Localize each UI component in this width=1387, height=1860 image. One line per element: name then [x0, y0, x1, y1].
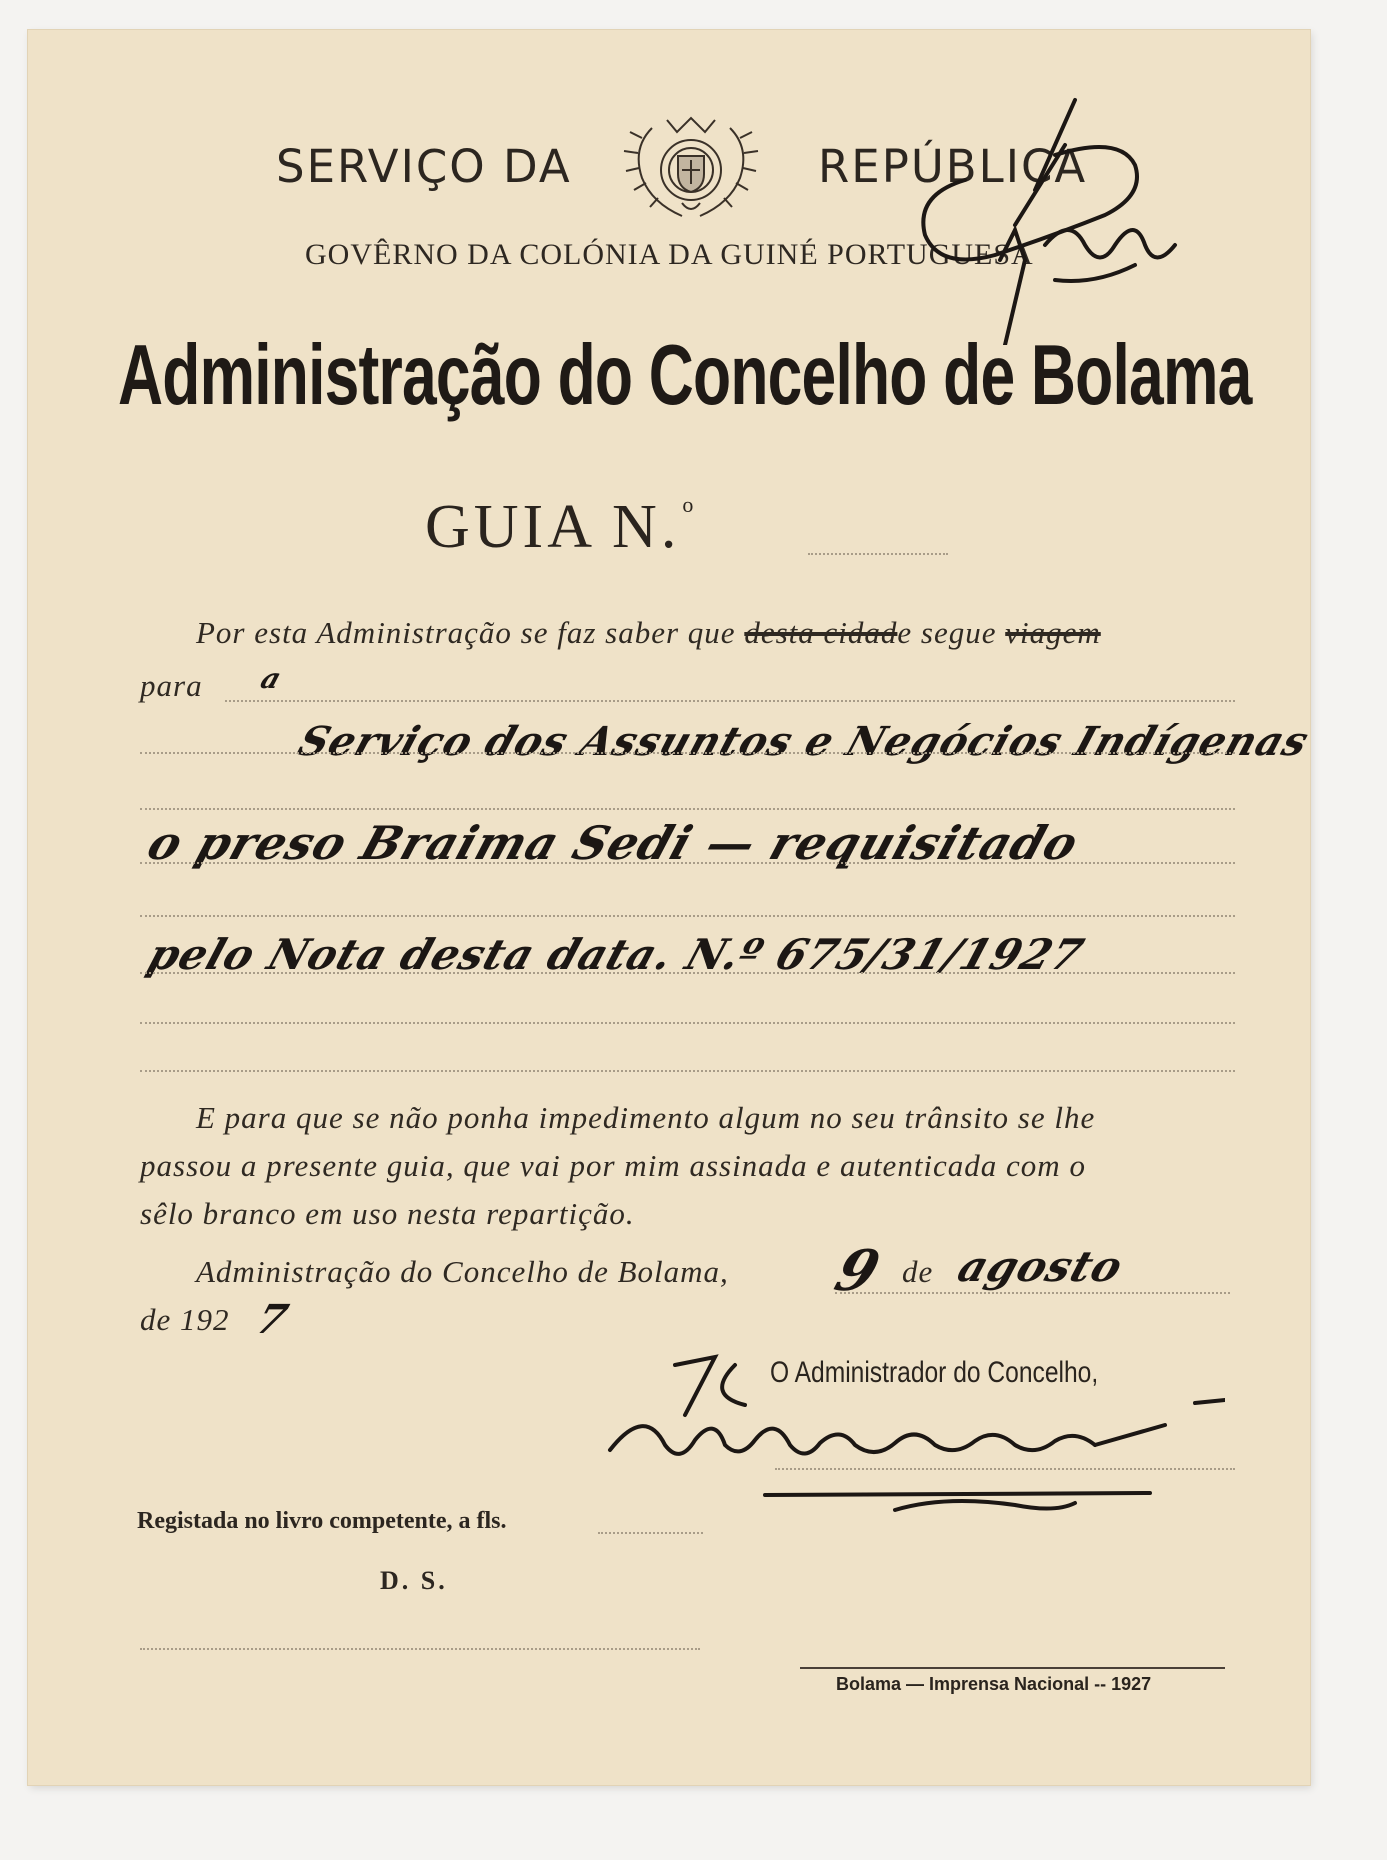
handwritten-year-digit: 7 — [250, 1296, 295, 1343]
intro-mid: e segue — [897, 615, 997, 650]
dotted-line-4 — [140, 862, 1235, 864]
handwritten-line-3: o preso Braima Sedi — requisitado — [141, 816, 1086, 870]
closing-line-1: E para que se não ponha impedimento algum no seu trânsito se lhe — [196, 1100, 1096, 1135]
imprint-rule — [800, 1667, 1225, 1669]
handwritten-line-4: pelo Nota desta data. N.º 675/31/1927 — [142, 930, 1091, 979]
closing-line-2: passou a presente guia, que vai por mim assinada e autenticada com o — [140, 1148, 1086, 1183]
dotted-line-8 — [140, 1070, 1235, 1072]
administrator-label: O Administrador do Concelho, — [770, 1356, 1099, 1389]
guia-number-field — [808, 553, 948, 555]
ds-label: D. S. — [380, 1566, 448, 1595]
date-de-word: de — [902, 1254, 934, 1289]
guia-superscript: o — [682, 492, 698, 517]
header-servico-right: REPÚBLICA — [818, 140, 1088, 193]
date-dotted-line — [835, 1292, 1230, 1294]
registada-label: Registada no livro competente, a fls. — [137, 1508, 507, 1534]
intro-line — [196, 615, 1101, 651]
dotted-line-3 — [140, 808, 1235, 810]
handwritten-annotation-mark — [905, 95, 1225, 345]
handwritten-line-2: Serviço dos Assuntos e Negócios Indígenas — [292, 718, 1315, 765]
place-line: Administração do Concelho de Bolama, — [196, 1254, 729, 1289]
year-prefix: de 192 — [140, 1302, 230, 1337]
para-label: para — [140, 668, 203, 703]
header-governo: GOVÊRNO DA COLÓNIA DA GUINÉ PORTUGUESA — [305, 238, 1034, 271]
guia-number-label — [425, 492, 697, 563]
signature-dotted-line — [775, 1468, 1235, 1470]
page-title: Administração do Concelho de Bolama — [118, 326, 1252, 423]
dotted-line-5 — [140, 915, 1235, 917]
registada-dotted-line — [598, 1532, 703, 1534]
coat-of-arms-emblem — [612, 108, 770, 228]
closing-line-3: sêlo branco em uso nesta repartição. — [140, 1196, 635, 1231]
dotted-line-2 — [140, 752, 1235, 754]
footer-dotted-line — [140, 1648, 700, 1650]
dotted-line-1 — [225, 700, 1235, 702]
imprint-line: Bolama — Imprensa Nacional -- 1927 — [836, 1674, 1152, 1694]
handwritten-line-1: a — [256, 662, 287, 695]
guia-label: GUIA N. — [425, 493, 681, 561]
handwritten-day: 9 — [827, 1238, 889, 1304]
header-servico-left: SERVIÇO DA — [276, 140, 572, 193]
dotted-line-7 — [140, 1022, 1235, 1024]
intro-struck-word: desta cidad — [744, 615, 898, 650]
handwritten-month: agosto — [952, 1242, 1130, 1291]
signature-mark — [605, 1345, 1225, 1525]
intro-lead: Por esta Administração se faz saber que — [196, 615, 736, 650]
intro-struck-word-2: viagem — [1005, 615, 1101, 650]
dotted-line-6 — [140, 972, 1235, 974]
